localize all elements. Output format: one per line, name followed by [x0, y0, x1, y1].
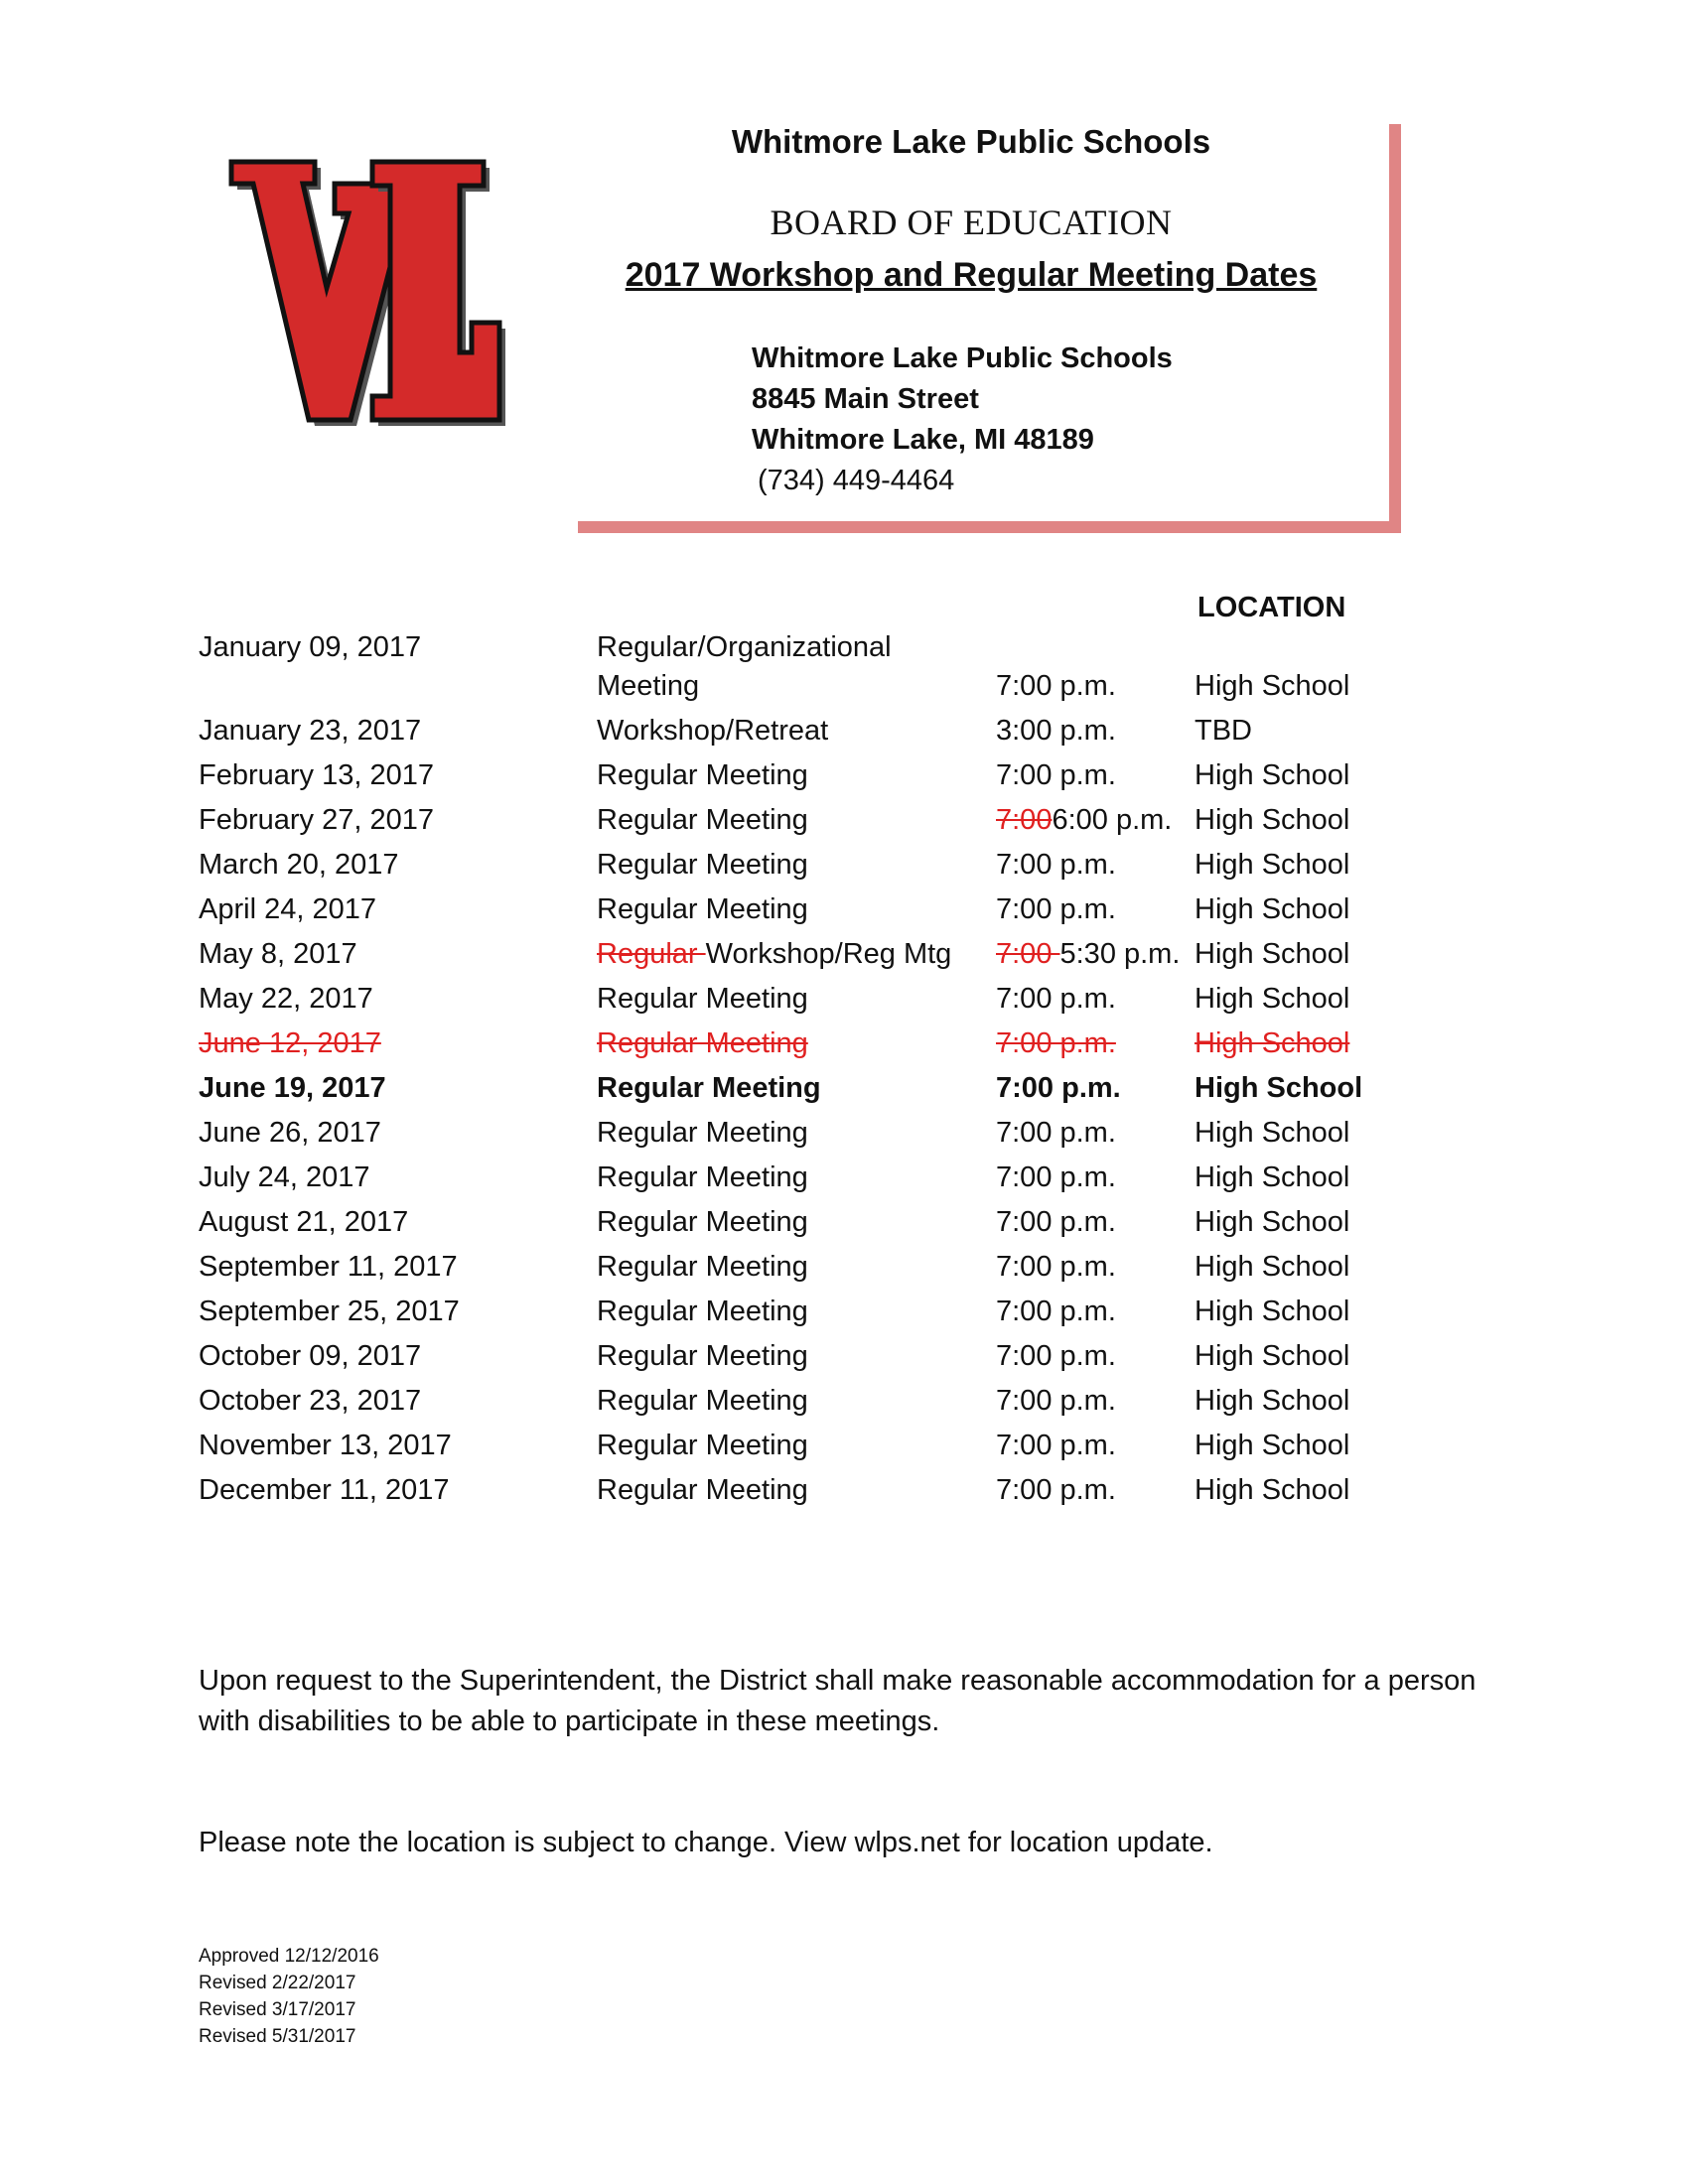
meeting-type: Regular Meeting: [597, 1072, 821, 1104]
address-name: Whitmore Lake Public Schools: [752, 342, 1173, 374]
meeting-date: October 09, 2017: [199, 1340, 422, 1372]
meeting-date: February 13, 2017: [199, 759, 434, 791]
meeting-time: 7:00 p.m.: [996, 1072, 1121, 1104]
struck-type: Regular: [597, 938, 706, 970]
table-row: [0, 1027, 1688, 1067]
meeting-location: High School: [1195, 1027, 1350, 1059]
meeting-time: 7:00 p.m.: [996, 1206, 1116, 1238]
table-row: [0, 983, 1688, 1023]
meeting-location: High School: [1195, 983, 1350, 1015]
table-row: [0, 804, 1688, 844]
meeting-time: 7:00 p.m.: [996, 1251, 1116, 1283]
table-row: [0, 1385, 1688, 1425]
wl-logo-icon: [223, 154, 506, 427]
meeting-location: High School: [1195, 1385, 1350, 1417]
meeting-location: High School: [1195, 804, 1350, 836]
meeting-location: High School: [1195, 1251, 1350, 1283]
meeting-time: [996, 804, 1172, 837]
meeting-date: September 25, 2017: [199, 1296, 460, 1327]
table-row: [0, 715, 1688, 754]
meeting-time: 7:00 p.m.: [996, 759, 1116, 791]
meeting-type: Regular Meeting: [597, 759, 808, 791]
meeting-location: High School: [1195, 759, 1350, 791]
meeting-location: High School: [1195, 670, 1350, 702]
meeting-date: January 09, 2017: [199, 631, 422, 663]
meeting-date: August 21, 2017: [199, 1206, 409, 1238]
meeting-type: Regular Meeting: [597, 983, 808, 1015]
meeting-time: 7:00 p.m.: [996, 983, 1116, 1015]
meeting-date: March 20, 2017: [199, 849, 399, 881]
meeting-location: High School: [1195, 1161, 1350, 1193]
meeting-type: Regular Meeting: [597, 804, 808, 836]
meeting-location: High School: [1195, 1117, 1350, 1149]
meeting-location: High School: [1195, 1206, 1350, 1238]
table-row: [0, 893, 1688, 933]
meeting-date: April 24, 2017: [199, 893, 376, 925]
meeting-type: Regular Meeting: [597, 1296, 808, 1327]
meeting-type: Workshop/Retreat: [597, 715, 829, 747]
table-row: [0, 1474, 1688, 1514]
meeting-location: High School: [1195, 849, 1350, 881]
meeting-type: Regular Meeting: [597, 1385, 808, 1417]
meeting-location: High School: [1195, 1340, 1350, 1372]
revision-line: Revised 5/31/2017: [199, 2026, 356, 2047]
table-row: [0, 1296, 1688, 1335]
location-change-note: Please note the location is subject to change. View wlps.net for location update.: [199, 1827, 1213, 1858]
meeting-time: 7:00 p.m.: [996, 1027, 1116, 1059]
meeting-date: June 26, 2017: [199, 1117, 381, 1149]
meeting-time: 3:00 p.m.: [996, 715, 1116, 747]
school-name-title: Whitmore Lake Public Schools: [731, 123, 1211, 160]
struck-time: 7:00: [996, 804, 1053, 836]
meeting-location: TBD: [1195, 715, 1252, 747]
revision-line: Revised 3/17/2017: [199, 1999, 356, 2020]
meeting-time: 7:00 p.m.: [996, 849, 1116, 881]
meeting-date: May 22, 2017: [199, 983, 373, 1015]
meeting-type: Regular Meeting: [597, 1474, 808, 1506]
table-row: [0, 1072, 1688, 1112]
table-row: [0, 1117, 1688, 1157]
current-time: 6:00 p.m.: [1052, 804, 1173, 836]
meeting-location: High School: [1195, 1474, 1350, 1506]
meeting-type: Regular Meeting: [597, 1340, 808, 1372]
address-city: Whitmore Lake, MI 48189: [752, 424, 1094, 456]
meeting-type: [597, 938, 951, 971]
meeting-date: June 12, 2017: [199, 1027, 381, 1059]
meeting-type: Regular/Organizational: [597, 631, 892, 663]
meeting-location: High School: [1195, 1430, 1350, 1461]
meeting-type: Regular Meeting: [597, 1161, 808, 1193]
table-row: [0, 1340, 1688, 1380]
meeting-location: High School: [1195, 1296, 1350, 1327]
meeting-type: Regular Meeting: [597, 893, 808, 925]
meeting-type: Regular Meeting: [597, 1206, 808, 1238]
meeting-time: 7:00 p.m.: [996, 1430, 1116, 1461]
accommodation-note: Upon request to the Superintendent, the District shall make reasonable accommodation for a person with disabilities to be able to participate in these meetings.: [199, 1665, 1477, 1737]
current-type: Workshop/Reg Mtg: [705, 938, 952, 970]
table-row: [0, 631, 1688, 671]
table-row: [0, 849, 1688, 888]
meeting-location: High School: [1195, 1072, 1363, 1104]
table-row: [0, 938, 1688, 978]
table-row: [0, 1430, 1688, 1469]
revision-line: Approved 12/12/2016: [199, 1946, 379, 1967]
meeting-time: 7:00 p.m.: [996, 670, 1116, 702]
meeting-type: Regular Meeting: [597, 1430, 808, 1461]
meeting-time: 7:00 p.m.: [996, 1340, 1116, 1372]
meeting-date: December 11, 2017: [199, 1474, 450, 1506]
meeting-location: High School: [1195, 893, 1350, 925]
meeting-time: 7:00 p.m.: [996, 1161, 1116, 1193]
table-row: [0, 1206, 1688, 1246]
meeting-type: Meeting: [597, 670, 700, 702]
meeting-type: Regular Meeting: [597, 849, 808, 881]
location-column-header: LOCATION: [1197, 592, 1346, 623]
meeting-date: February 27, 2017: [199, 804, 434, 836]
meeting-location: High School: [1195, 938, 1350, 970]
table-row: [0, 1251, 1688, 1291]
meeting-date: July 24, 2017: [199, 1161, 370, 1193]
meeting-time: 7:00 p.m.: [996, 1296, 1116, 1327]
meeting-date: June 19, 2017: [199, 1072, 386, 1104]
meeting-date: September 11, 2017: [199, 1251, 458, 1283]
revision-line: Revised 2/22/2017: [199, 1973, 356, 1993]
meeting-time: [996, 938, 1180, 971]
current-time: 5:30 p.m.: [1059, 938, 1181, 970]
table-row: [0, 1161, 1688, 1201]
board-title: BOARD OF EDUCATION: [770, 203, 1173, 242]
meeting-time: 7:00 p.m.: [996, 1117, 1116, 1149]
meeting-type: Regular Meeting: [597, 1117, 808, 1149]
meeting-dates-title: 2017 Workshop and Regular Meeting Dates: [625, 256, 1318, 294]
struck-time: 7:00: [996, 938, 1060, 970]
address-phone: (734) 449-4464: [758, 465, 955, 496]
header-border-box: [578, 124, 1401, 533]
address-street: 8845 Main Street: [752, 383, 979, 415]
meeting-date: November 13, 2017: [199, 1430, 452, 1461]
table-row: [0, 670, 1688, 710]
meeting-date: October 23, 2017: [199, 1385, 422, 1417]
meeting-time: 7:00 p.m.: [996, 1385, 1116, 1417]
meeting-type: Regular Meeting: [597, 1027, 808, 1059]
table-row: [0, 759, 1688, 799]
meeting-date: January 23, 2017: [199, 715, 422, 747]
meeting-date: May 8, 2017: [199, 938, 357, 970]
meeting-time: 7:00 p.m.: [996, 893, 1116, 925]
meeting-time: 7:00 p.m.: [996, 1474, 1116, 1506]
meeting-type: Regular Meeting: [597, 1251, 808, 1283]
